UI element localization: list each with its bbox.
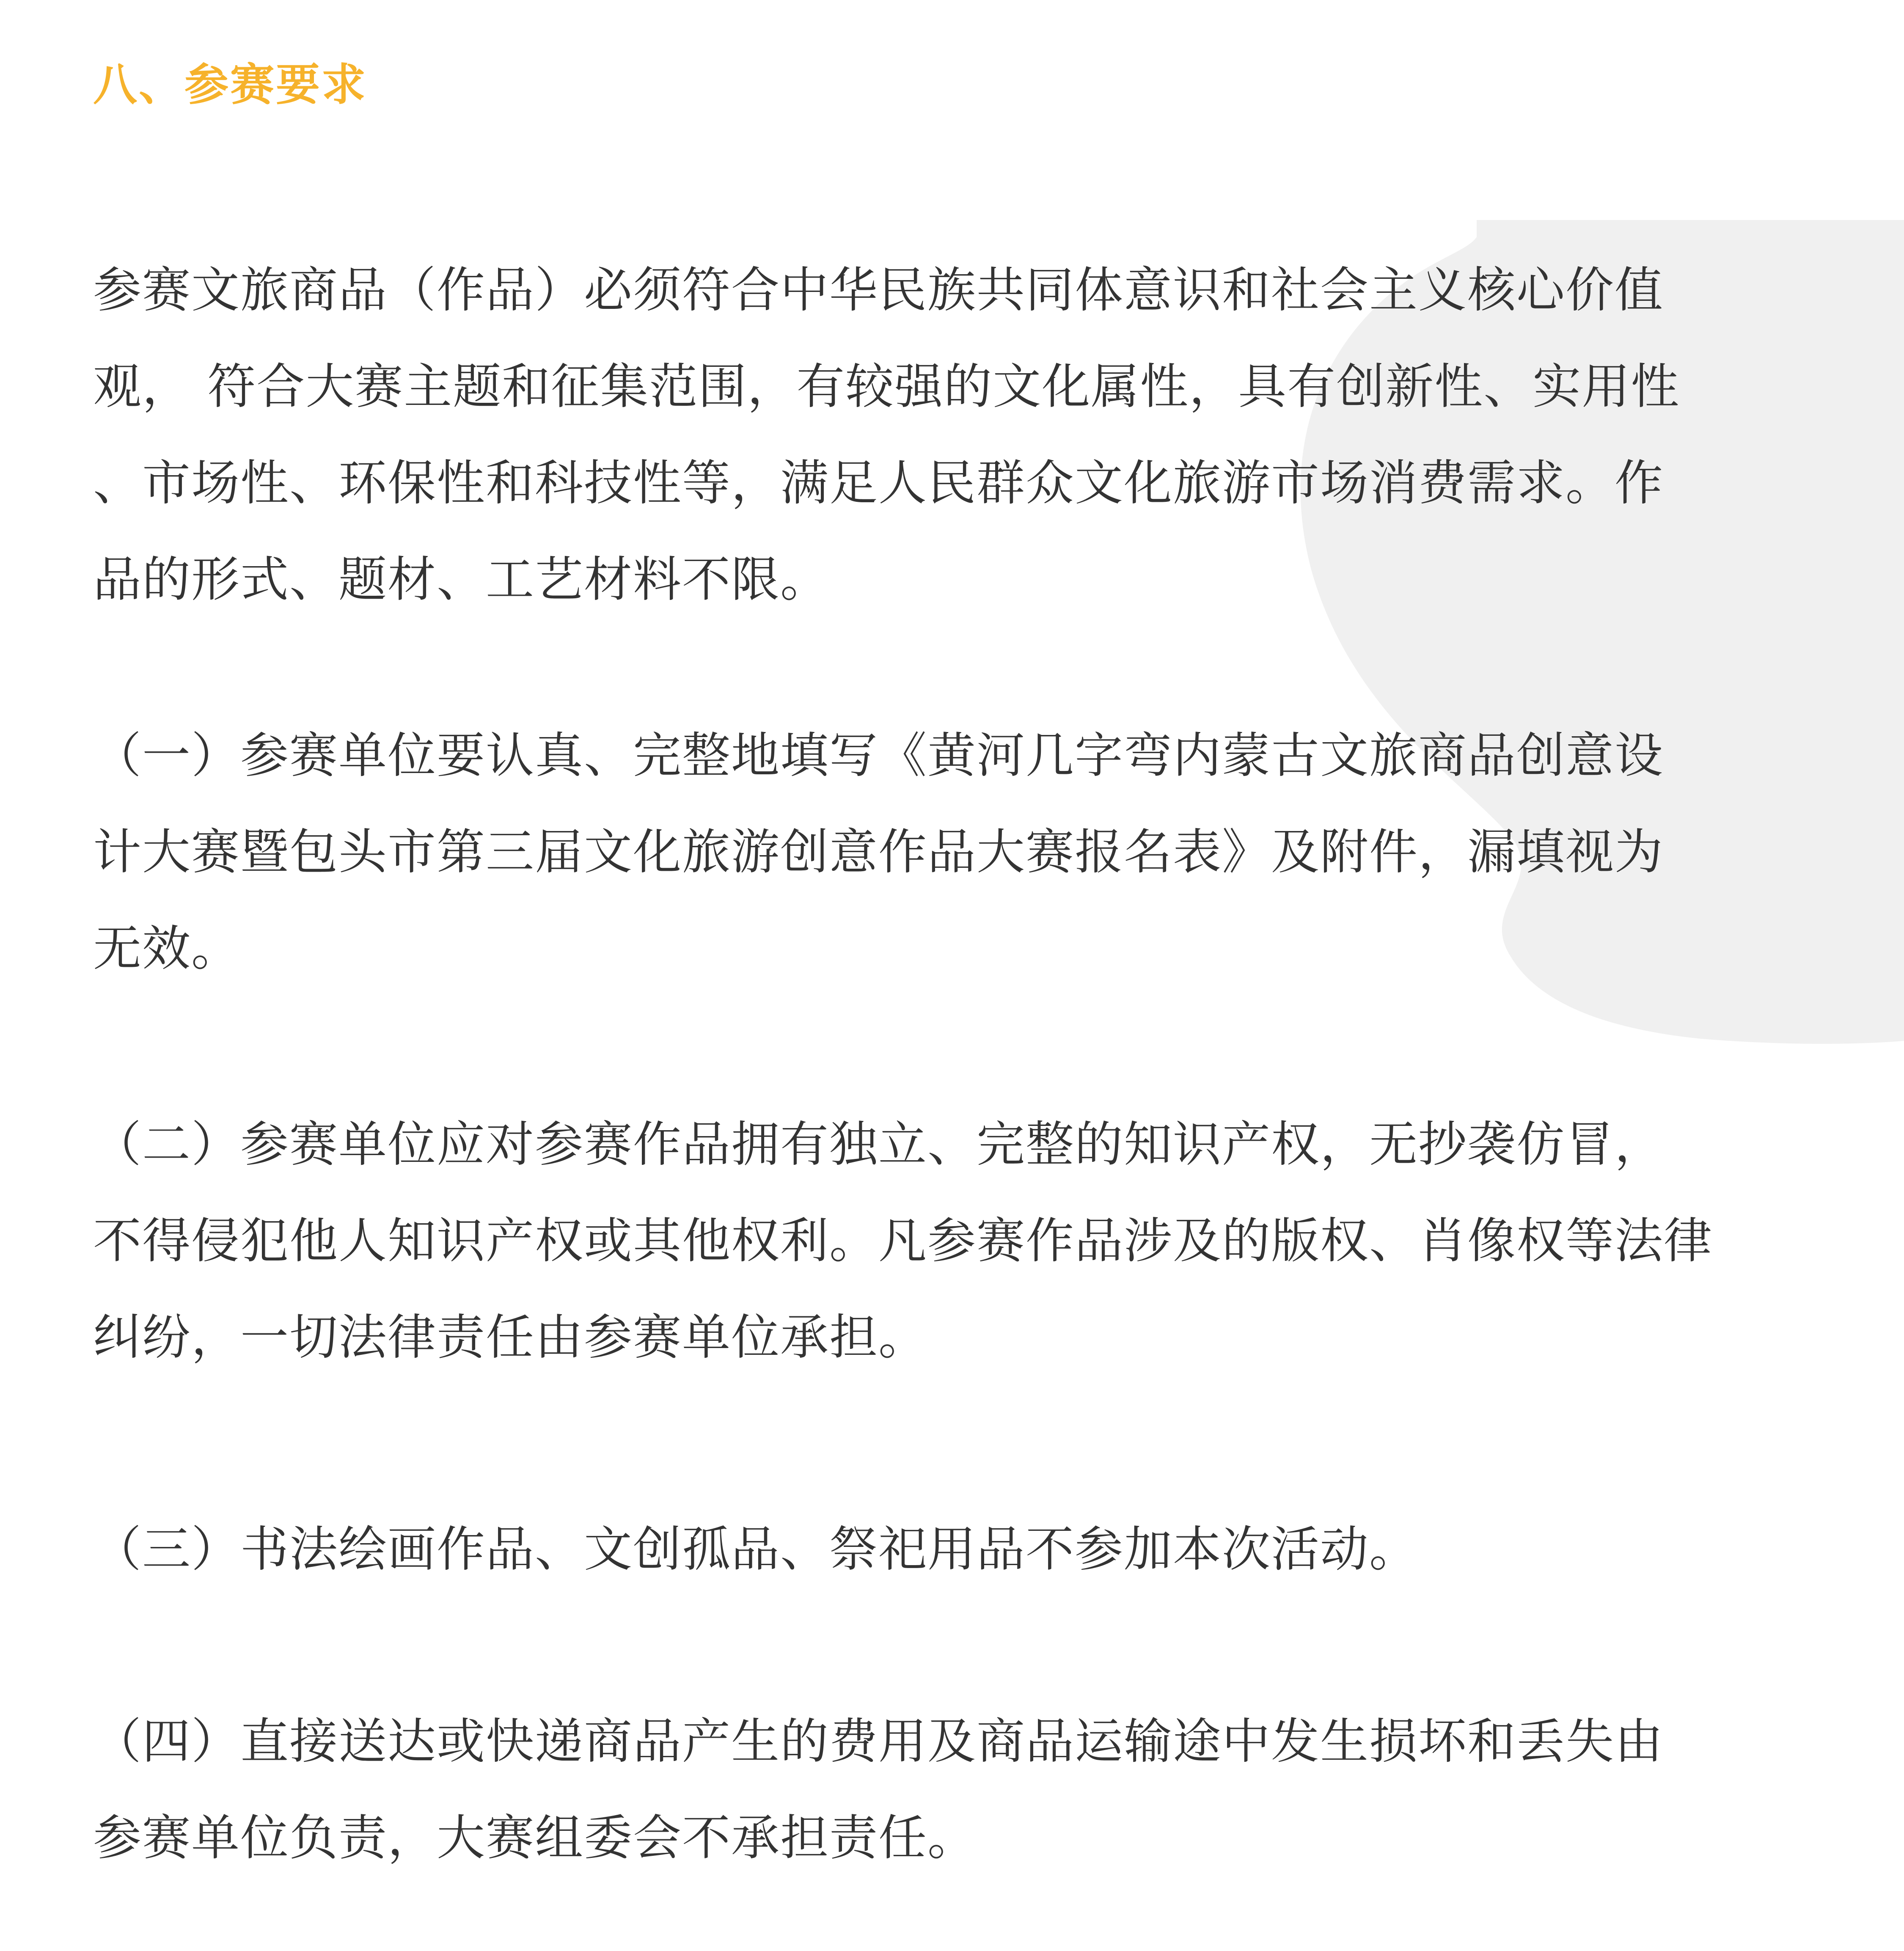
paragraph-line: 无效。 <box>93 920 241 977</box>
paragraph-line: 不得侵犯他人知识产权或其他权利。凡参赛作品涉及的版权、肖像权等法律 <box>93 1213 1713 1269</box>
requirement-item-3 <box>93 1501 1811 1598</box>
paragraph-line: 参赛单位负责，大赛组委会不承担责任。 <box>93 1810 977 1866</box>
intro-paragraph <box>93 242 1811 628</box>
requirement-item-4 <box>93 1693 1811 1886</box>
paragraph-line: 计大赛暨包头市第三届文化旅游创意作品大赛报名表》及附件，漏填视为 <box>93 824 1664 880</box>
paragraph-line: 品的形式、题材、工艺材料不限。 <box>93 551 830 608</box>
section-title: 八、参赛要求 <box>93 59 368 110</box>
paragraph-line: 参赛文旅商品（作品）必须符合中华民族共同体意识和社会主义核心价值 <box>93 262 1664 318</box>
paragraph-line: 纠纷，一切法律责任由参赛单位承担。 <box>93 1309 928 1365</box>
paragraph-line: （一）参赛单位要认真、完整地填写《黄河几字弯内蒙古文旅商品创意设 <box>93 727 1664 784</box>
paragraph-line: （二）参赛单位应对参赛作品拥有独立、完整的知识产权，无抄袭仿冒， <box>93 1116 1664 1172</box>
requirement-item-1 <box>93 707 1811 997</box>
paragraph-line: 、市场性、环保性和科技性等，满足人民群众文化旅游市场消费需求。作 <box>93 455 1664 511</box>
paragraph-line: 观， 符合大赛主题和征集范围，有较强的文化属性，具有创新性、实用性 <box>93 358 1680 415</box>
paragraph-line: （四）直接送达或快递商品产生的费用及商品运输途中发生损坏和丢失由 <box>93 1713 1664 1769</box>
requirement-item-2 <box>93 1096 1811 1386</box>
paragraph-line: （三）书法绘画作品、文创孤品、祭祀用品不参加本次活动。 <box>93 1521 1419 1577</box>
